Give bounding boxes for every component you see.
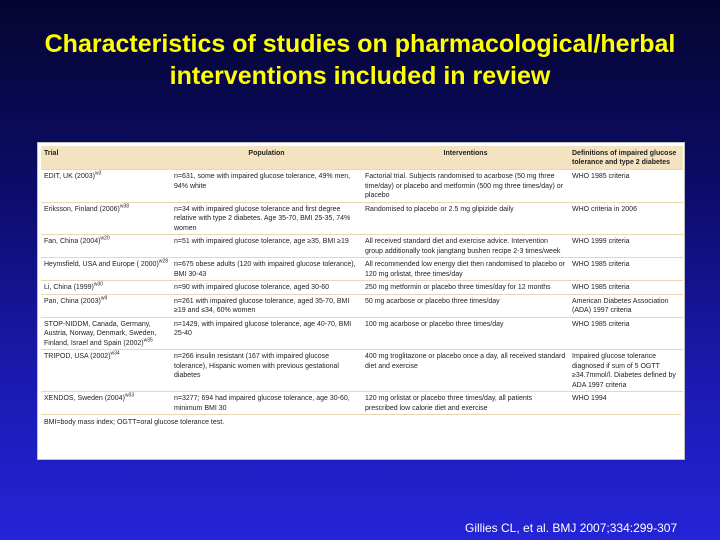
slide-title	[0, 28, 720, 92]
cell-interventions: All recommended low energy diet then randomised to placebo or 120 mg orlistat, three times/day	[362, 258, 569, 281]
cell-trial	[41, 202, 171, 235]
cell-population: n=1429, with impaired glucose tolerance, age 40-70, BMI 25-40	[171, 317, 362, 350]
cell-interventions: 50 mg acarbose or placebo three times/day	[362, 294, 569, 317]
cell-definitions: WHO 1999 criteria	[569, 235, 683, 258]
table-body	[41, 170, 683, 415]
table-footnote: BMI=body mass index; OGTT=oral glucose tolerance test.	[41, 414, 681, 430]
trial-name: Li, China (1999)	[44, 284, 94, 291]
cell-population: n=675 obese adults (120 with impaired glucose tolerance), BMI 30-43	[171, 258, 362, 281]
cell-definitions: WHO 1985 criteria	[569, 170, 683, 203]
cell-definitions: American Diabetes Association (ADA) 1997 criteria	[569, 294, 683, 317]
table-row	[41, 317, 683, 350]
header-trial: Trial	[41, 146, 171, 170]
cell-definitions: WHO 1985 criteria	[569, 258, 683, 281]
title-line-2: interventions included in review	[169, 62, 551, 90]
cell-population: n=34 with impaired glucose tolerance and first degree relative with type 2 diabetes. Age 35-70, BMI 25-35, 74% women	[171, 202, 362, 235]
cell-population: n=261 with impaired glucose tolerance, aged 35-70, BMI ≥19 and ≤34, 60% women	[171, 294, 362, 317]
trial-name: Heymsfield, USA and Europe ( 2000)	[44, 261, 159, 268]
cell-definitions: WHO 1994	[569, 392, 683, 415]
cell-trial	[41, 258, 171, 281]
trial-reference: w33	[124, 392, 135, 399]
table-header-row	[41, 146, 683, 170]
trial-reference: w34	[110, 350, 120, 357]
cell-population: n=631, some with impaired glucose tolerance, 49% men, 94% white	[171, 170, 362, 203]
table-row	[41, 202, 683, 235]
header-interventions: Interventions	[362, 146, 569, 170]
trial-name: Pan, China (2003)	[44, 297, 101, 305]
trial-reference: w38	[119, 203, 130, 210]
cell-interventions: 400 mg troglitazone or placebo once a day, all received standard diet and exercise	[362, 350, 569, 392]
trial-reference: w35	[143, 337, 153, 344]
table-row	[41, 258, 683, 281]
cell-trial	[41, 294, 171, 317]
cell-definitions: Impaired glucose tolerance diagnosed if sum of 5 OGTT ≥34.7mmol/l. Diabetes defined by ADA 1997 criteria	[569, 350, 683, 392]
cell-interventions: All received standard diet and exercise advice. Intervention group additionally took jiangtang bushen recipe 2-3 times/week	[362, 235, 569, 258]
table-row	[41, 170, 683, 203]
cell-population: n=3277; 694 had impaired glucose tolerance, age 30-60, minimum BMI 30	[171, 392, 362, 415]
title-line-1: Characteristics of studies on pharmacological/herbal	[44, 30, 676, 58]
cell-interventions: 100 mg acarbose or placebo three times/day	[362, 317, 569, 350]
trial-name: Eriksson, Finland (2006)	[44, 205, 120, 213]
trial-name: Fan, China (2004)	[44, 238, 101, 245]
trial-reference: w28	[158, 258, 168, 265]
table-row	[41, 235, 683, 258]
trial-name: TRIPOD, USA (2002)	[44, 353, 111, 360]
header-population: Population	[171, 146, 362, 170]
cell-trial	[41, 281, 171, 295]
cell-interventions: 120 mg orlistat or placebo three times/day, all patients prescribed low calorie diet and exercise	[362, 392, 569, 415]
cell-trial	[41, 170, 171, 203]
trial-reference: w20	[100, 235, 110, 242]
studies-table	[41, 146, 683, 414]
citation: Gillies CL, et al. BMJ 2007;334:299-307	[465, 521, 678, 535]
trial-reference: w3	[94, 170, 102, 177]
trial-name: STOP-NIDDM, Canada, Germany, Austria, Norway, Denmark, Sweden, Finland, Israel and Spain (2002)	[44, 320, 157, 347]
cell-population: n=266 insulin resistant (167 with impaired glucose tolerance), Hispanic women with previous gestational diabetes	[171, 350, 362, 392]
trial-reference: w9	[100, 295, 108, 302]
trial-name: XENDOS, Sweden (2004)	[44, 395, 125, 402]
cell-definitions: WHO criteria in 2006	[569, 202, 683, 235]
table-row	[41, 281, 683, 295]
cell-trial	[41, 235, 171, 258]
header-definitions: Definitions of impaired glucose tolerance and type 2 diabetes	[569, 146, 683, 170]
cell-definitions: WHO 1985 criteria	[569, 317, 683, 350]
cell-population: n=51 with impaired glucose tolerance, age ≥35, BMI ≥19	[171, 235, 362, 258]
table-row	[41, 350, 683, 392]
cell-interventions: Randomised to placebo or 2.5 mg glipizide daily	[362, 202, 569, 235]
cell-interventions: 250 mg metformin or placebo three times/day for 12 months	[362, 281, 569, 295]
trial-reference: w30	[93, 281, 103, 288]
cell-trial	[41, 317, 171, 350]
studies-table-panel	[37, 142, 685, 460]
cell-trial	[41, 392, 171, 415]
cell-population: n=90 with impaired glucose tolerance, aged 30-60	[171, 281, 362, 295]
cell-definitions: WHO 1985 criteria	[569, 281, 683, 295]
table-row	[41, 294, 683, 317]
table-row	[41, 392, 683, 415]
trial-name: EDIT, UK (2003)	[44, 173, 95, 180]
cell-interventions: Factorial trial. Subjects randomised to acarbose (50 mg three time/day) or placebo and metformin (500 mg three times/day) or placebo	[362, 170, 569, 203]
cell-trial	[41, 350, 171, 392]
